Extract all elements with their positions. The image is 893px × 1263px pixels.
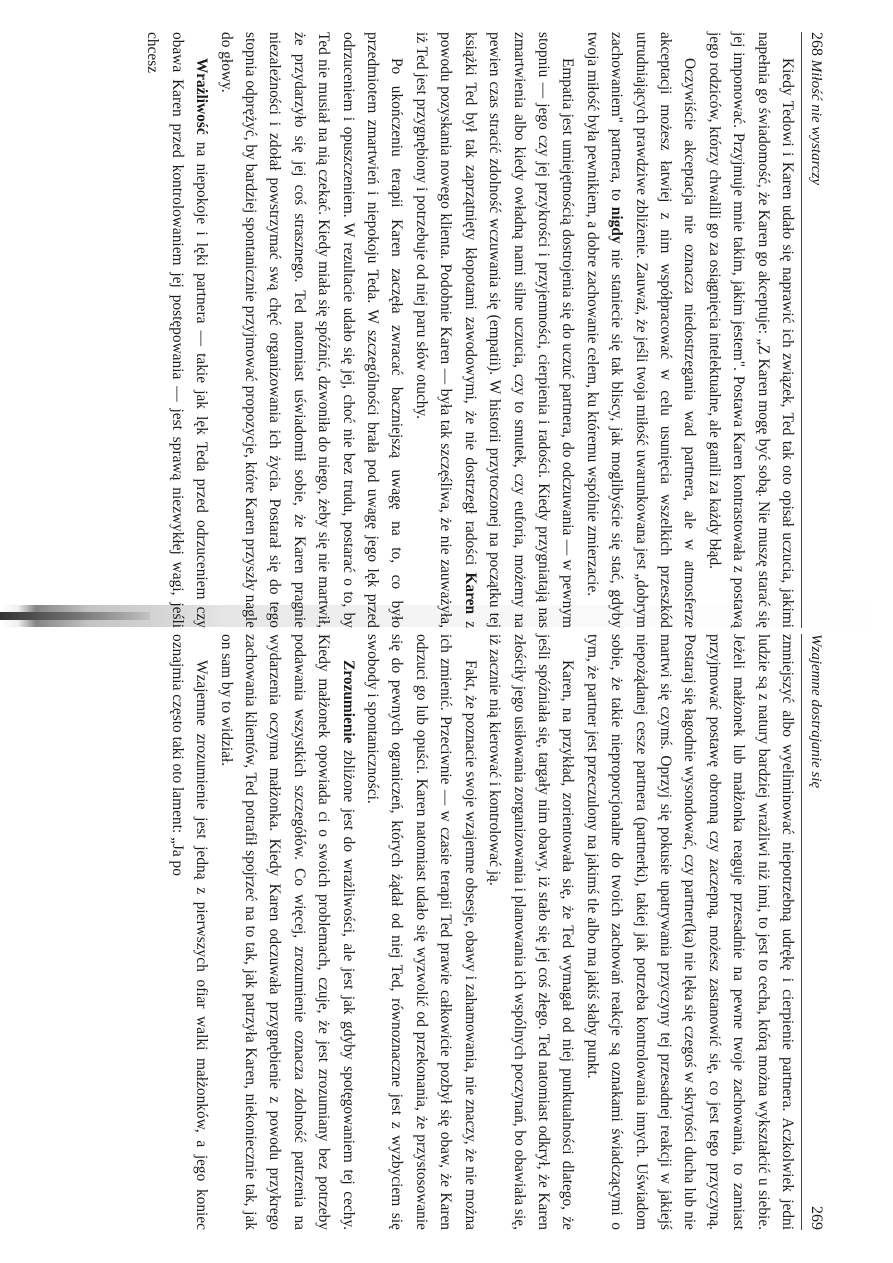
paragraph-text: Fakt, że poznacie swoje wzajemne obsesje, obawy i zahamowania, nie znaczy, że nie można ich zmienić. Przeciwnie — w czasie terapii Ted prawie całkowicie pozbył się obaw, że Karen odrzuci go lub opuści. Karen natomiast udało się wyzwolić od przekonania, że przystosowanie się do pewnych ograniczeń, których żądał od niej Ted, równoznaczne jest z wyzbyciem się swobody i spontaniczności. <box>364 634 479 1230</box>
paragraph-text: nie staniecie się tak bliscy, jak moglibyście się stać, gdyby twoja miłość była pewnikiem, a dobre zachowanie celem, ku któremu wspólnie zmierzacie. <box>583 32 626 628</box>
paragraph <box>579 634 799 1230</box>
paragraph <box>360 634 482 1230</box>
running-title: Miłość nie wystarczy <box>808 59 825 186</box>
paragraph <box>213 32 408 628</box>
right-page <box>92 632 832 1232</box>
paragraph-text: Karen, na przykład, zorientowała się, że Ted wymagał od niej punktualności dlatego, że jeśli spóźniała się, targały nim obawy, iż stało się jej coś złego. Ted natomiast odkrył, że Karen złościły jego usiłowania zorganizowania i planowania ich wspólnych poczynań, bo obawiała się, iż zacznie nią kierować i kontrolować ją. <box>486 634 577 1230</box>
page-body <box>140 32 799 628</box>
paragraph-text: z powodu pozyskania nowego klienta. Podobnie Karen — była tak szczęśliwa, że nie zauważyła, iż Ted jest przygnębiony i potrzebuje od niej paru słów otuchy. <box>412 32 479 628</box>
paragraph-text: Po ukończeniu terapii Karen zaczęła zwracać baczniejszą uwagę na to, co było przedmiotem zmartwień i niepokoju Teda. W szczególności brała pod uwagę jego lęk przed odrzuceniem i opuszczeniem. W rezultacie udało się jej, choć nie bez trudu, postarać o to, by Ted nie musiał na nią czekać. Kiedy miała się spóźnić, dzwoniła do niego, żeby się nie martwił, że przydarzyło się jej coś strasznego. Ted natomiast uświadomił sobie, że Karen pragnie niezależności i zdołał powstrzymać swą chęć organizowania ich życia. Postarał się do tego stopnia odprężyć, by bardziej spontanicznie przyjmować propozycje, które Karen przyszły nagle do głowy. <box>217 32 406 628</box>
paragraph-text: Empatia jest umiejętnością dostrojenia się do uczuć partnera, do odczuwania — w pewnym stopniu — jego czy jej przykrości i przyjemności, cierpienia i radości. Kiedy przygniatają nas zmartwienia albo kiedy owładną nami silne uczucia, czy to smutek, czy euforia, możemy na pewien czas stracić zdolność wczuwania się (empatii). W historii przytoczonej na początku tej książki Ted był tak zaprzątnięty kłopotami zawodowymi, że nie dostrzegł radości <box>461 32 577 628</box>
paragraph <box>409 32 580 628</box>
page-header <box>801 634 832 1230</box>
paragraph <box>213 634 359 1230</box>
paragraph-text: Kiedy Tedowi i Karen udało się naprawić ich związek, Ted tak oto opisał uczucia, jakimi napełnia go świadomość, że Karen go akceptuje: „Z Karen mogę być sobą. Nie muszę starać się jej imponować. Przyjmuje mnie takim, jakim jestem". Postawa Karen kontrastowała z postawą jego rodziców, którzy chwalili go za osiągnięcia intelektualne, ale ganili za każdy błąd. <box>705 32 796 628</box>
page-body <box>164 634 799 1230</box>
paragraph-text: zbliżone jest do wrażliwości, ale jest jak gdyby spotęgowaniem tej cechy. Kiedy małżonek opowiada ci o swoich problemach, czuje, że jest zrozumiany bez potrzeby podawania wszystkich szczegółów. Co więcej, zrozumienie oznacza zdolność patrzenia na wydarzenia oczyma małżonka. Kiedy Karen odczuwała przygnębienie z powodu przykrego zachowania klientów, Ted potrafił spojrzeć na to tak, jak patrzyła Karen, niekoniecznie tak, jak on sam by to widział. <box>217 634 357 1230</box>
paragraph <box>140 32 213 628</box>
page-number: 268 <box>808 32 826 56</box>
paragraph <box>701 32 799 628</box>
paragraph-text: zmniejszyć albo wyeliminować niepotrzebną udrękę i cierpienie partnera. Aczkolwiek jedni ludzie są z natury bardziej wrażliwi niż inni, to jest to cecha, którą można wykształcić u siebie. Jeżeli małżonek lub małżonka reaguje przesadnie na pewne twoje zachowania, to zamiast przyjmować postawę obronną czy zaczepną, możesz zastanowić się, co jest tego przyczyną. Postaraj się łagodnie wysondować, czy partner(ka) nie lęka się czegoś w skrytości ducha lub nie martwi się czymś. Oprzyj się pokusie upatrywania przyczyny tej przesadnej reakcji w jakiejś niepożądanej cesze partnera (partnerki), takiej jak potrzeba kontrolowania innych. Uświadom sobie, że takie nieproporcjonalne do twoich zachowań reakcje są oznakami świadczącymi o tym, że partner jest przeczulony na jakimś tle albo ma jakiś słaby punkt. <box>583 634 796 1230</box>
paragraph <box>164 634 213 1230</box>
paragraph-text: na niepokoje i lęki partnera — takie jak lęk Teda przed odrzuceniem czy obawa Karen przed kontrolowaniem jej postępowania — jest sprawą niezwykłej wagi, jeśli chcesz <box>144 32 211 628</box>
paragraph-text: Wzajemne zrozumienie jest jedną z pierwszych ofiar walki małżonków, a jego koniec oznajmia często taki oto lament: „Ja po <box>168 634 211 1230</box>
left-page <box>92 30 832 630</box>
page-number: 269 <box>808 1206 826 1230</box>
paragraph-text: Oczywiście akceptacja nie oznacza niedostrzegania wad partnera, ale w atmosferze akceptacji możesz łatwiej z nim współpracować w celu usunięcia wszelkich przeszkód utrudniających prawdziwe zbliżenie. Zauważ, że jeśli twoja miłość uwarunkowana jest „dobrym zachowaniem" partnera, to <box>608 32 699 628</box>
bold-term: Karen <box>461 572 479 615</box>
page-header <box>801 32 832 628</box>
bold-term: Wrażliwość <box>193 58 211 135</box>
bold-term: nigdy <box>608 206 626 244</box>
paragraph <box>482 634 580 1230</box>
running-title: Wzajemne dostrajanie się <box>808 634 825 789</box>
running-title-line <box>804 32 828 185</box>
bold-term: Zrozumienie <box>339 660 357 744</box>
paragraph <box>579 32 701 628</box>
